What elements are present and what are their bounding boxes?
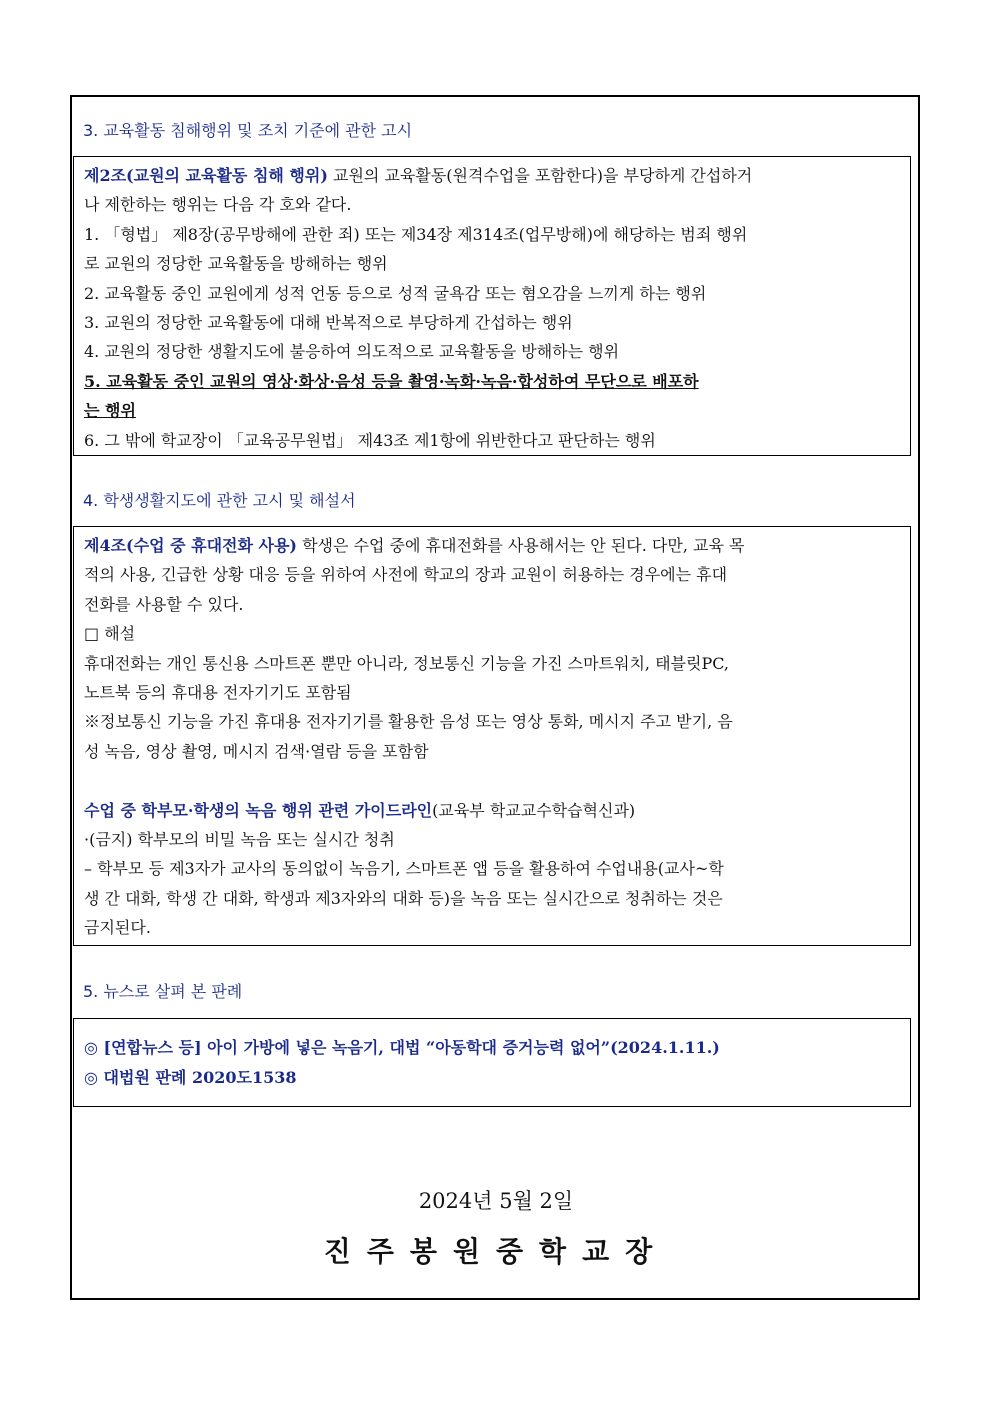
principal-signature: 진주봉원중학교장 xyxy=(323,1235,669,1268)
commentary-1: 휴대전화는 개인 통신용 스마트폰 뿐만 아니라, 정보통신 기능을 가진 스마트워치, 태블릿PC, xyxy=(84,653,729,673)
article4-text-2: 적의 사용, 긴급한 상황 대응 등을 위하여 사전에 학교의 장과 교원이 허용하는 경우에는 휴대 xyxy=(84,565,728,585)
item5-number: 5. xyxy=(84,371,101,391)
issue-date: 2024년 5월 2일 xyxy=(418,1189,574,1213)
guide-line xyxy=(84,796,900,825)
guide-source: (교육부 학교교수학습혁신과) xyxy=(432,800,636,820)
news-item-2: ◎ 대법원 판례 2020도1538 xyxy=(84,1068,297,1087)
item1-line-a: 1. 「형법」 제8장(공무방해에 관한 죄) 또는 제34장 제314조(업무방해)에 해당하는 범죄 행위 xyxy=(84,224,748,244)
guide-detail-1: – 학부모 등 제3자가 교사의 동의없이 녹음기, 스마트폰 앱 등을 활용하여 수업내용(교사~학 xyxy=(84,859,724,879)
guide-heading: 수업 중 학부모·학생의 녹음 행위 관련 가이드라인 xyxy=(84,800,433,820)
item6: 6. 그 밖에 학교장이 「교육공무원법」 제43조 제1항에 위반한다고 판단하는 행위 xyxy=(84,430,656,450)
item5-line-a xyxy=(84,367,900,396)
item4: 4. 교원의 정당한 생활지도에 불응하여 의도적으로 교육활동을 방해하는 행위 xyxy=(84,342,620,362)
item5-text-b: 는 행위 xyxy=(84,401,136,421)
guide-detail-3: 금지된다. xyxy=(84,918,151,938)
note-1: ※정보통신 기능을 가진 휴대용 전자기기를 활용한 음성 또는 영상 통화, 메시지 주고 받기, 음 xyxy=(84,712,733,732)
section3-article-box xyxy=(73,156,911,456)
section4-article-box xyxy=(73,526,911,946)
section5-title: 5. 뉴스로 살펴 본 판례 xyxy=(83,982,243,1001)
item1-line-b: 로 교원의 정당한 교육활동을 방해하는 행위 xyxy=(84,254,388,274)
article4-text-3: 전화를 사용할 수 있다. xyxy=(84,594,244,614)
section5-news-box xyxy=(73,1018,911,1107)
article2-intro-2: 나 제한하는 행위는 다음 각 호와 같다. xyxy=(84,195,352,215)
article2-line1 xyxy=(84,161,900,190)
article2-heading: 제2조(교원의 교육활동 침해 행위) xyxy=(84,166,328,185)
section4-title: 4. 학생생활지도에 관한 고시 및 해설서 xyxy=(83,491,356,510)
section3-title: 3. 교육활동 침해행위 및 조치 기준에 관한 고시 xyxy=(83,121,413,140)
item2: 2. 교육활동 중인 교원에게 성적 언동 등으로 성적 굴욕감 또는 혐오감을 느끼게 하는 행위 xyxy=(84,283,707,303)
item3: 3. 교원의 정당한 교육활동에 대해 반복적으로 부당하게 간섭하는 행위 xyxy=(84,313,573,333)
item5-line-b xyxy=(84,396,900,425)
commentary-heading: □ 해설 xyxy=(84,624,136,644)
news-item-1: ◎ [연합뉴스 등] 아이 가방에 넣은 녹음기, 대법 “아동학대 증거능력 없어”(2024.1.11.) xyxy=(84,1038,720,1057)
article4-heading: 제4조(수업 중 휴대전화 사용) xyxy=(84,536,298,555)
guide-item: ·(금지) 학부모의 비밀 녹음 또는 실시간 청취 xyxy=(84,830,395,850)
note-2: 성 녹음, 영상 촬영, 메시지 검색·열람 등을 포함함 xyxy=(84,741,429,761)
item5-text-a: 교육활동 중인 교원의 영상·화상·음성 등을 촬영·녹화·녹음·합성하여 무단으로 배포하 xyxy=(100,371,699,391)
spacer xyxy=(84,766,900,795)
commentary-2: 노트북 등의 휴대용 전자기기도 포함됨 xyxy=(84,683,352,703)
article2-intro-1: 교원의 교육활동(원격수업을 포함한다)을 부당하게 간섭하거 xyxy=(327,166,753,185)
guide-detail-2: 생 간 대화, 학생 간 대화, 학생과 제3자와의 대화 등)을 녹음 또는 실시간으로 청취하는 것은 xyxy=(84,888,723,908)
article4-line1 xyxy=(84,531,900,560)
article4-text-1: 학생은 수업 중에 휴대전화를 사용해서는 안 된다. 다만, 교육 목 xyxy=(297,536,745,555)
